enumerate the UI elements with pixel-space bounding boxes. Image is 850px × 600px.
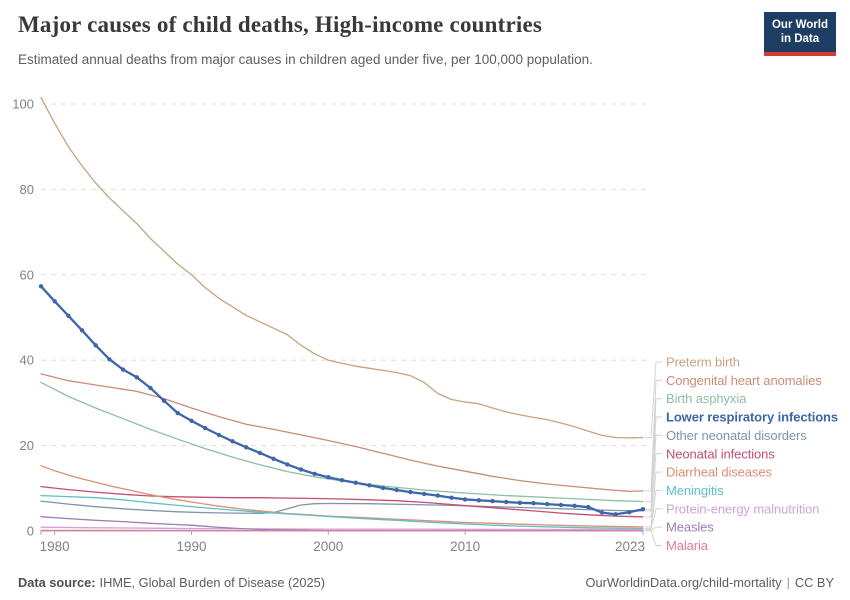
legend-label-neonatal-infections[interactable]: Neonatal infections [666, 446, 775, 462]
legend-label-other-neonatal-disorders[interactable]: Other neonatal disorders [666, 427, 807, 443]
data-point-marker [518, 501, 522, 505]
data-point-marker [627, 510, 631, 514]
legend-label-birth-asphyxia[interactable]: Birth asphyxia [666, 391, 747, 407]
datasource-value: IHME, Global Burden of Disease (2025) [99, 575, 326, 590]
y-tick-label-60: 60 [19, 267, 34, 283]
footer-datasource [18, 575, 325, 590]
x-tick-label-1990: 1990 [176, 539, 207, 554]
logo-line2: in Data [780, 33, 820, 46]
y-tick-label-40: 40 [19, 352, 34, 368]
chart-subtitle: Estimated annual deaths from major causes in children aged under five, per 100,000 population. [18, 52, 593, 67]
series-markers-lower-respiratory-infections [39, 284, 645, 516]
data-point-marker [299, 467, 303, 471]
series-line-preterm-birth[interactable] [41, 98, 643, 438]
data-point-marker [326, 475, 330, 479]
footer-license-link[interactable]: CC BY [794, 575, 834, 590]
footer-separator: | [786, 575, 790, 590]
footer-links [586, 575, 834, 590]
data-point-marker [490, 499, 494, 503]
legend-label-malaria[interactable]: Malaria [666, 538, 708, 553]
legend-label-diarrheal-diseases[interactable]: Diarrheal diseases [666, 464, 772, 480]
data-point-marker [531, 501, 535, 505]
legend [666, 355, 838, 554]
data-point-marker [422, 492, 426, 496]
data-point-marker [230, 439, 234, 443]
data-point-marker [572, 504, 576, 508]
data-point-marker [148, 386, 152, 390]
series-line-other-neonatal-disorders[interactable] [41, 501, 643, 513]
data-point-marker [189, 419, 193, 423]
datasource-label: Data source: [18, 575, 96, 590]
x-tick-label-2023: 2023 [614, 539, 645, 554]
data-point-marker [176, 411, 180, 415]
data-point-marker [408, 490, 412, 494]
legend-label-meningitis[interactable]: Meningitis [666, 482, 724, 498]
data-point-marker [367, 483, 371, 487]
data-point-marker [258, 451, 262, 455]
data-point-marker [477, 498, 481, 502]
series-line-malaria[interactable] [41, 530, 643, 531]
legend-label-protein-energy-malnutrition[interactable]: Protein-energy malnutrition [666, 501, 820, 517]
data-point-marker [271, 457, 275, 461]
logo-line1: Our World [771, 19, 828, 31]
series-line-birth-asphyxia[interactable] [41, 382, 643, 501]
data-point-marker [463, 497, 467, 501]
data-point-marker [600, 510, 604, 514]
page-title: Major causes of child deaths, High-income countries [18, 12, 543, 37]
series-lines [39, 98, 645, 531]
data-point-marker [613, 512, 617, 516]
y-tick-label-20: 20 [19, 438, 34, 454]
data-point-marker [381, 486, 385, 490]
data-point-marker [559, 503, 563, 507]
legend-connector-measles [645, 527, 662, 531]
data-point-marker [135, 375, 139, 379]
data-point-marker [53, 299, 57, 303]
legend-label-measles[interactable]: Measles [666, 519, 714, 535]
series-line-congenital-heart-anomalies[interactable] [41, 374, 643, 491]
data-point-marker [340, 478, 344, 482]
data-point-marker [80, 328, 84, 332]
x-tick-label-2000: 2000 [313, 539, 344, 554]
data-point-marker [285, 462, 289, 466]
data-point-marker [641, 507, 645, 511]
data-point-marker [121, 367, 125, 371]
y-tick-label-100: 100 [12, 96, 34, 112]
legend-label-lower-respiratory-infections[interactable]: Lower respiratory infections [666, 409, 839, 425]
data-point-marker [449, 496, 453, 500]
x-tick-label-1980: 1980 [39, 539, 70, 554]
data-point-marker [244, 445, 248, 449]
footer-url-link[interactable]: OurWorldinData.org/child-mortality [585, 575, 782, 590]
data-point-marker [436, 493, 440, 497]
footer [18, 575, 834, 590]
data-point-marker [162, 399, 166, 403]
data-point-marker [395, 488, 399, 492]
data-point-marker [217, 433, 221, 437]
data-point-marker [107, 357, 111, 361]
y-tick-label-0: 0 [26, 523, 34, 539]
legend-connectors [645, 362, 662, 546]
legend-connector-malaria [645, 531, 662, 546]
legend-label-preterm-birth[interactable]: Preterm birth [666, 354, 740, 370]
gridlines [41, 104, 650, 535]
legend-label-congenital-heart-anomalies[interactable]: Congenital heart anomalies [666, 372, 822, 388]
data-point-marker [504, 500, 508, 504]
data-point-marker [586, 505, 590, 509]
data-point-marker [66, 314, 70, 318]
data-point-marker [545, 502, 549, 506]
data-point-marker [354, 481, 358, 485]
data-point-marker [312, 472, 316, 476]
data-point-marker [94, 343, 98, 347]
x-tick-label-2010: 2010 [450, 539, 481, 554]
data-point-marker [203, 426, 207, 430]
data-point-marker [39, 284, 43, 288]
y-tick-label-80: 80 [19, 181, 34, 197]
